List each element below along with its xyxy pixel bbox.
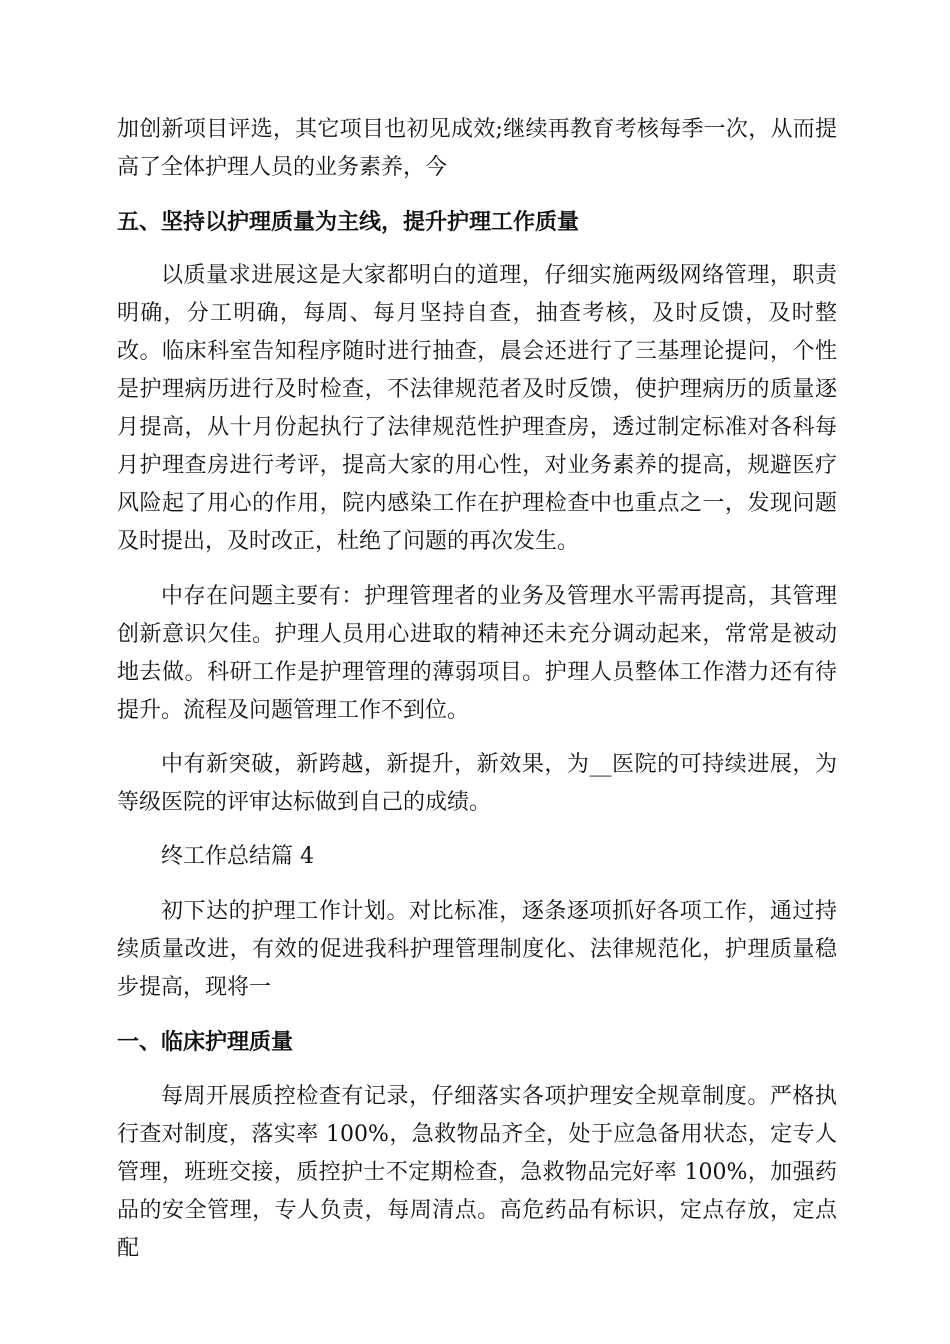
section-heading-one: 一、临床护理质量: [117, 1029, 294, 1055]
paragraph-goals: 中有新突破，新跨越，新提升，新效果，为__医院的可持续进展，为等级医院的评审达标做到自己的成绩。: [117, 752, 837, 815]
paragraph-continuation: 加创新项目评选，其它项目也初见成效;继续再教育考核每季一次，从而提高了全体护理人员的业务素养，今: [117, 117, 837, 180]
paragraph-quality: 以质量求进展这是大家都明白的道理，仔细实施两级网络管理，职责明确，分工明确，每周、每月坚持自查，抽查考核，及时反馈，及时整改。临床科室告知程序随时进行抽查，晨会还进行了三基理论提问，个性是护理病历进行及时检查，不法律规范者及时反馈，使护理病历的质量逐月提高，从十月份起执行了法律规范性护理查房，透过制定标准对各科每月护理查房进行考评，提高大家的用心性，对业务素养的提高，规避医疗风险起了用心的作用，院内感染工作在护理检查中也重点之一，发现问题及时提出，及时改正，杜绝了问题的再次发生。: [117, 263, 837, 554]
section-heading-five: 五、坚持以护理质量为主线，提升护理工作质量: [117, 209, 580, 235]
paragraph-summary-title: 终工作总结篇 4: [161, 844, 314, 869]
paragraph-clinical: 每周开展质控检查有记录，仔细落实各项护理安全规章制度。严格执行查对制度，落实率 100%，急救物品齐全，处于应急备用状态，定专人管理，班班交接，质控护士不定期检查，急救物品完好率 100%，加强药品的安全管理，专人负责，每周清点。高危药品有标识，定点存放，定点配: [117, 1084, 837, 1261]
paragraph-plan: 初下达的护理工作计划。对比标准，逐条逐项抓好各项工作，通过持续质量改进，有效的促进我科护理管理制度化、法律规范化，护理质量稳步提高，现将一: [117, 899, 837, 1000]
paragraph-problems: 中存在问题主要有：护理管理者的业务及管理水平需再提高，其管理创新意识欠佳。护理人员用心进取的精神还未充分调动起来，常常是被动地去做。科研工作是护理管理的薄弱项目。护理人员整体工作潜力还有待提升。流程及问题管理工作不到位。: [117, 584, 837, 723]
